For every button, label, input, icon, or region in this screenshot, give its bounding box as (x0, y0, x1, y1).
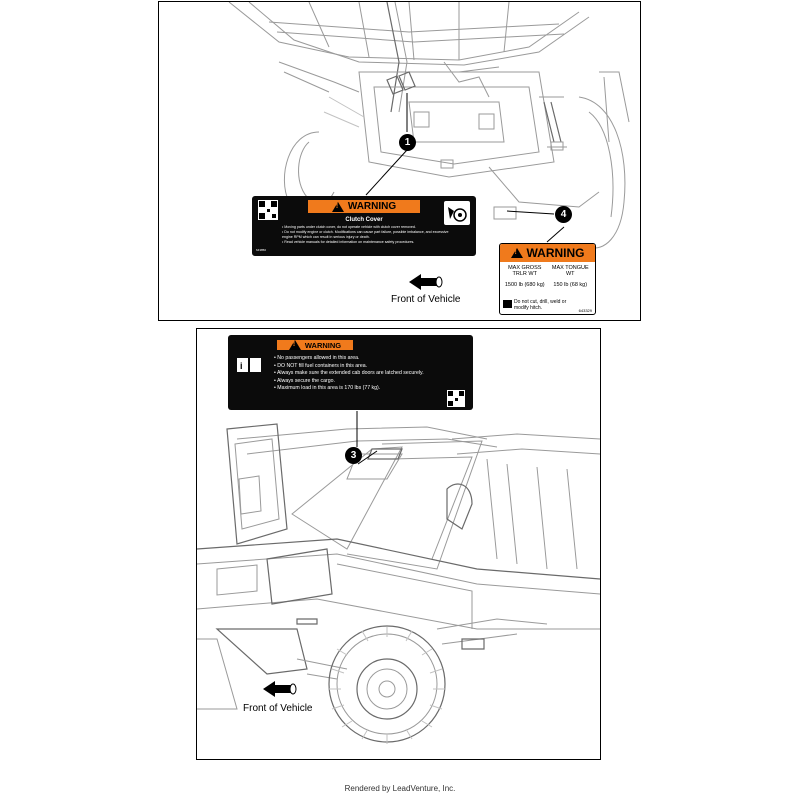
warning-label: WARNING (526, 246, 585, 260)
max-tongue-weight-label: MAX TONGUE WT (551, 265, 589, 277)
render-credit: Rendered by LeadVenture, Inc. (344, 784, 456, 793)
max-tongue-weight-value: 150 lb (68 kg) (553, 282, 588, 288)
decal-bullet: • Always secure the cargo. (274, 377, 335, 384)
front-arrow-icon (263, 681, 296, 697)
callout-3: 3 (345, 447, 362, 464)
decal-bullet: • Do not modify engine or clutch. Modifications can cause part failure, possible imbalance, and excessive engine RPM which can result in serious injury or death. (282, 230, 449, 239)
callout-1: 1 (399, 134, 416, 151)
front-of-vehicle-label: Front of Vehicle (391, 294, 461, 305)
front-of-vehicle-label: Front of Vehicle (243, 703, 313, 714)
decal-part-number: 643329 (578, 308, 592, 313)
manual-book-icon (236, 355, 262, 381)
clutch-hazard-icon (444, 201, 470, 225)
callout-4: 4 (555, 206, 572, 223)
decal-bullet: • Moving parts under clutch cover, do not operate vehicle with clutch cover removed. (282, 225, 416, 229)
decal-part-number: 643850 (256, 248, 267, 252)
hitch-note: Do not cut, drill, weld or modify hitch. (514, 299, 567, 311)
cargo-area-warning-decal (228, 335, 473, 410)
decal-title: Clutch Cover (345, 217, 383, 223)
qr-code-icon (447, 390, 465, 407)
bottom-diagram-panel (196, 328, 601, 760)
qr-code-icon (258, 200, 278, 220)
decal-bullet: • Always make sure the extended cab doors are latched securely. (274, 370, 424, 377)
warning-label: WARNING (304, 340, 342, 350)
top-diagram-panel (158, 1, 641, 321)
clutch-cover-warning-decal (252, 196, 476, 256)
svg-text:i: i (240, 361, 243, 371)
manual-book-icon (503, 300, 512, 308)
hitch-warning-decal (499, 243, 596, 315)
max-gross-trailer-weight-value: 1500 lb (680 kg) (504, 282, 545, 288)
warning-label: WARNING (347, 201, 397, 212)
decal-bullet: • No passengers allowed in this area. (274, 355, 360, 361)
decal-bullet: • DO NOT fill fuel containers in this area. (274, 362, 368, 369)
decal-bullet: • Maximum load in this area is 170 lbs (77 kg). (274, 385, 381, 392)
max-gross-trailer-weight-label: MAX GROSS TRLR WT (508, 265, 542, 277)
front-arrow-icon (409, 274, 442, 290)
decal-bullet: • Read vehicle manuals for detailed information on maintenance safety procedures. (282, 240, 415, 244)
